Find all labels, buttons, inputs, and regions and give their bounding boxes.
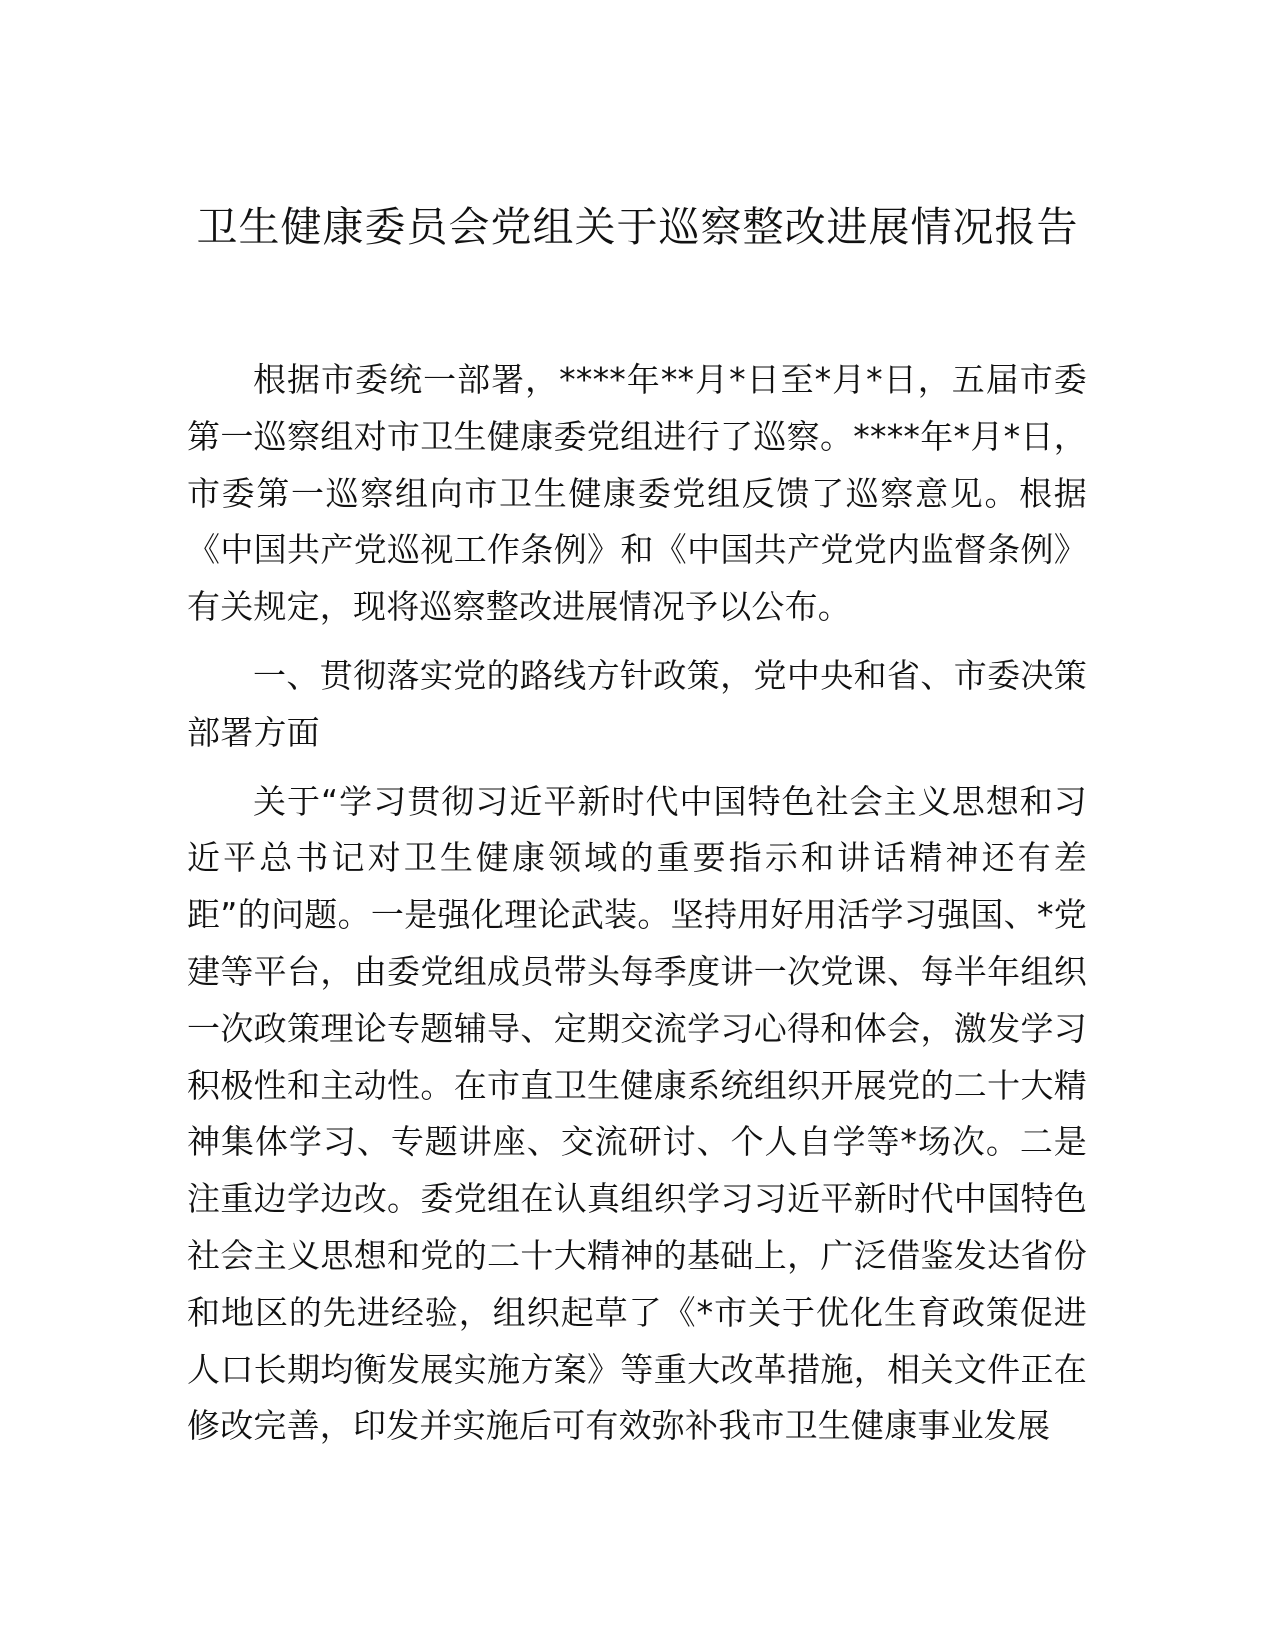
document-title: 卫生健康委员会党组关于巡察整改进展情况报告	[196, 203, 1079, 251]
paragraph-rectification-study: 关于“学习贯彻习近平新时代中国特色社会主义思想和习近平总书记对卫生健康领域的重要指示和讲话精神还有差距”的问题。一是强化理论武装。坚持用好用活学习强国、*党建等平台，由委党组成员带头每季度讲一次党课、每半年组织一次政策理论专题辅导、定期交流学习心得和体会，激发学习积极性和主动性。在市直卫生健康系统组织开展党的二十大精神集体学习、专题讲座、交流研讨、个人自学等*场次。二是注重边学边改。委党组在认真组织学习习近平新时代中国特色社会主义思想和党的二十大精神的基础上，广泛借鉴发达省份和地区的先进经验，组织起草了《*市关于优化生育政策促进人口长期均衡发展实施方案》等重大改革措施，相关文件正在修改完善，印发并实施后可有效弥补我市卫生健康事业发展	[187, 781, 1087, 1446]
document-body	[187, 352, 1087, 1467]
paragraph-intro: 根据市委统一部署，****年**月*日至*月*日，五届市委第一巡察组对市卫生健康委党组进行了巡察。****年*月*日，市委第一巡察组向市卫生健康委党组反馈了巡察意见。根据《中国共产党巡视工作条例》和《中国共产党党内监督条例》有关规定，现将巡察整改进展情况予以公布。	[187, 360, 1087, 627]
section-heading-1: 一、贯彻落实党的路线方针政策，党中央和省、市委决策部署方面	[187, 655, 1087, 752]
